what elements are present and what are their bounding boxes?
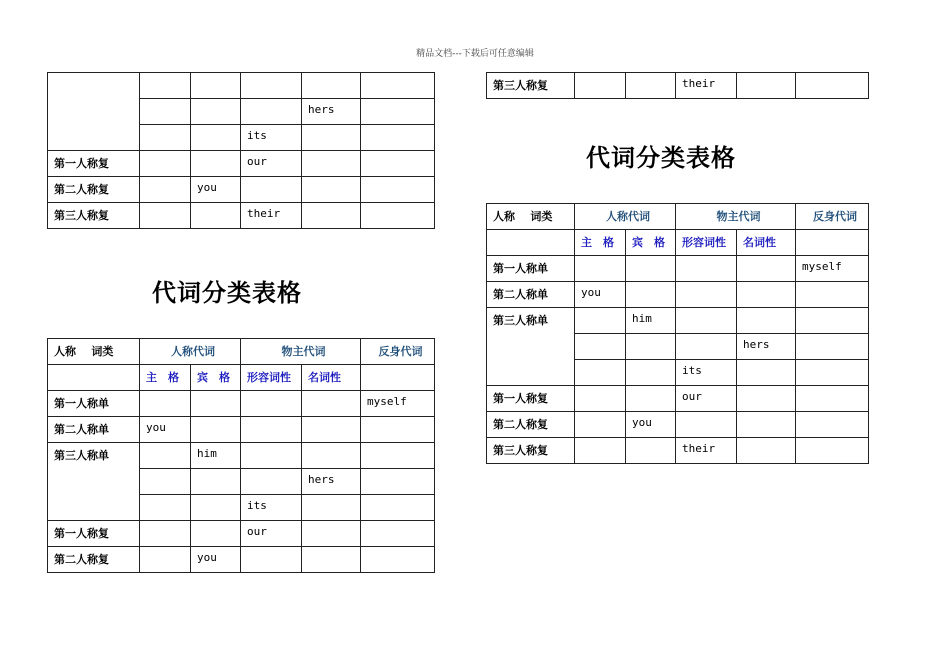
merged-cell [48,73,140,151]
cell-its: its [241,125,302,151]
cell-their: their [241,203,302,229]
row-label-third-plural: 第三人称复 [487,73,575,99]
header-person-category: 人称 词类 [487,204,575,230]
row-label-first-plural: 第一人称复 [48,521,140,547]
cell-hers: hers [737,334,796,360]
cell-myself: myself [796,256,869,282]
row-label-second-plural: 第二人称复 [48,177,140,203]
header-possessive-pronoun: 物主代词 [241,339,361,365]
row-label-third-plural: 第三人称复 [48,203,140,229]
subheader-nominal: 名词性 [737,230,796,256]
cell-you: you [191,177,241,203]
header-possessive-pronoun: 物主代词 [676,204,796,230]
cell-their: their [676,73,737,99]
cell-its: its [676,360,737,386]
header-personal-pronoun: 人称代词 [575,204,676,230]
row-label-third-plural: 第三人称复 [487,438,575,464]
page-header: 精品文档---下载后可任意编辑 [416,49,534,59]
subheader-nominal: 名词性 [302,365,361,391]
cell-you: you [626,412,676,438]
row-label-third-singular: 第三人称单 [48,443,140,521]
cell-our: our [241,151,302,177]
subheader-objective: 宾 格 [626,230,676,256]
header-person-category: 人称 词类 [48,339,140,365]
table-top-right-fragment [486,72,869,99]
cell-their: their [676,438,737,464]
cell-its: its [241,495,302,521]
subheader-objective: 宾 格 [191,365,241,391]
cell-him: him [626,308,676,334]
page-title: 代词分类表格 [586,144,736,172]
cell-hers: hers [302,99,361,125]
cell-you: you [191,547,241,573]
cell-you: you [575,282,626,308]
pronoun-table-right [486,203,869,464]
cell-our: our [676,386,737,412]
row-label-first-plural: 第一人称复 [487,386,575,412]
subheader-adjectival: 形容词性 [676,230,737,256]
row-label-second-plural: 第二人称复 [487,412,575,438]
header-reflexive-pronoun: 反身代词 [361,339,435,365]
header-reflexive-pronoun: 反身代词 [796,204,869,230]
subheader-subjective: 主 格 [140,365,191,391]
pronoun-table-left [47,338,435,573]
page-title: 代词分类表格 [152,279,302,307]
cell-him: him [191,443,241,469]
header-personal-pronoun: 人称代词 [140,339,241,365]
subheader-subjective: 主 格 [575,230,626,256]
subheader-adjectival: 形容词性 [241,365,302,391]
cell-our: our [241,521,302,547]
cell-hers: hers [302,469,361,495]
row-label-second-singular: 第二人称单 [487,282,575,308]
cell-you: you [140,417,191,443]
row-label-first-singular: 第一人称单 [48,391,140,417]
row-label-second-plural: 第二人称复 [48,547,140,573]
row-label-first-plural: 第一人称复 [48,151,140,177]
row-label-third-singular: 第三人称单 [487,308,575,386]
row-label-first-singular: 第一人称单 [487,256,575,282]
table-top-left-fragment [47,72,435,229]
cell-myself: myself [361,391,435,417]
row-label-second-singular: 第二人称单 [48,417,140,443]
